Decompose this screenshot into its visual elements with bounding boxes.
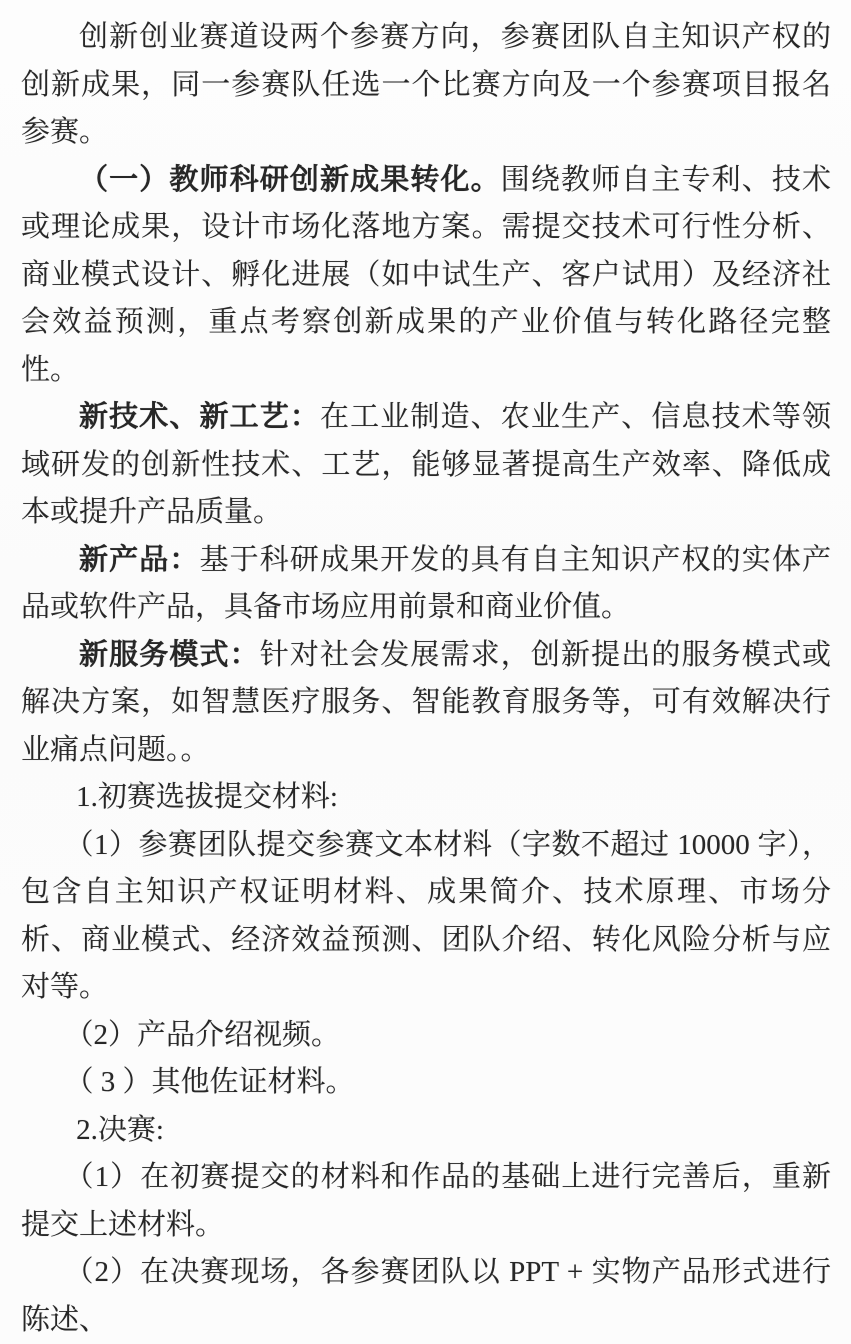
paragraph-new-technology bbox=[21, 394, 831, 537]
paragraph-lead: 新技术、新工艺： bbox=[79, 401, 320, 433]
paragraph-text: （2）在决赛现场，各参赛团队以 PPT + 实物产品形式进行陈述、 bbox=[21, 1256, 831, 1336]
paragraph-text: 围绕教师自主专利、技术或理论成果，设计市场化落地方案。需提交技术可行性分析、商业模式设计、孵化进展（如中试生产、客户试用）及经济社会效益预测，重点考察创新成果的产业价值与转化路径完整性。 bbox=[21, 163, 831, 386]
paragraph-lead: （一）教师科研创新成果转化。 bbox=[79, 163, 501, 196]
paragraph-text: （1）在初赛提交的材料和作品的基础上进行完善后，重新提交上述材料。 bbox=[21, 1161, 831, 1241]
paragraph-text: 基于科研成果开发的具有自主知识产权的实体产品或软件产品，具备市场应用前景和商业价值。 bbox=[21, 543, 831, 623]
paragraph-new-product bbox=[21, 537, 831, 632]
list-item-1-3-other-evidence bbox=[21, 1059, 831, 1107]
paragraph-text: 1.初赛选拔提交材料: bbox=[76, 781, 338, 813]
paragraph-new-service-model bbox=[21, 632, 831, 775]
paragraph-text: 创新创业赛道设两个参赛方向，参赛团队自主知识产权的创新成果，同一参赛队任选一个比赛方向及一个参赛项目报名参赛。 bbox=[21, 21, 831, 148]
paragraph-intro bbox=[21, 14, 831, 157]
paragraph-text: （ 3 ）其他佐证材料。 bbox=[64, 1066, 355, 1098]
list-item-2-finals bbox=[21, 1107, 831, 1155]
paragraph-text: 在工业制造、农业生产、信息技术等领域研发的创新性技术、工艺，能够显著提高生产效率、降低成本或提升产品质量。 bbox=[21, 401, 831, 528]
list-item-2-2-onsite-presentation bbox=[21, 1249, 831, 1344]
paragraph-text: （1）参赛团队提交参赛文本材料（字数不超过 10000 字），包含自主知识产权证明材料、成果简介、技术原理、市场分析、商业模式、经济效益预测、团队介绍、转化风险分析与应对等。 bbox=[21, 828, 831, 1003]
list-item-2-1-resubmit-materials bbox=[21, 1154, 831, 1249]
paragraph-lead: 新产品： bbox=[79, 543, 200, 576]
list-item-1-2-product-video bbox=[21, 1012, 831, 1060]
paragraph-text: 针对社会发展需求，创新提出的服务模式或解决方案，如智慧医疗服务、智能教育服务等，可有效解决行业痛点问题。。 bbox=[21, 638, 831, 766]
paragraph-text: （2）产品介绍视频。 bbox=[64, 1018, 341, 1051]
paragraph-text: 2.决赛: bbox=[76, 1113, 164, 1146]
list-item-1-1-text-materials bbox=[21, 822, 831, 1012]
paragraph-section-1-teacher-achievements bbox=[21, 157, 831, 395]
list-item-1-preliminary-materials bbox=[21, 774, 831, 822]
paragraph-lead: 新服务模式： bbox=[79, 638, 260, 671]
